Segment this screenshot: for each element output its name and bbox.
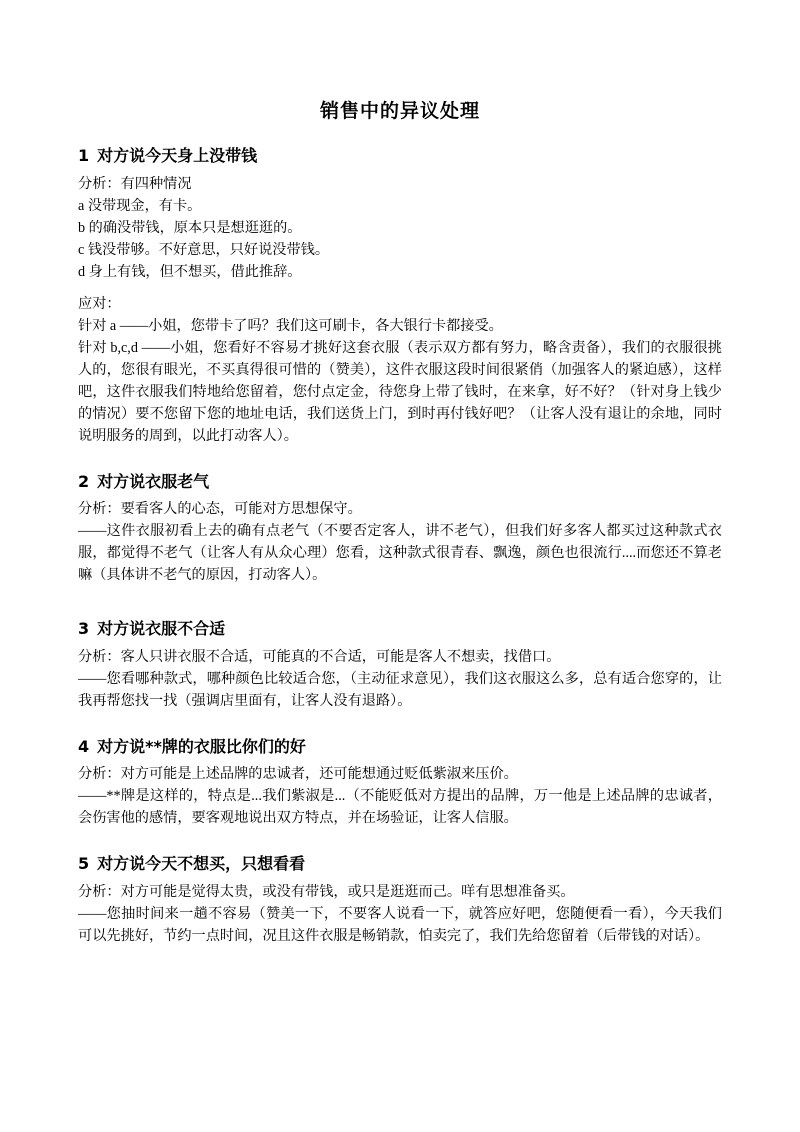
section-1-para-4: c 钱没带够。不好意思，只好说没带钱。 [78, 241, 330, 258]
gap-after-section-1 [78, 453, 722, 471]
section-3-title: 对方说衣服不合适 [97, 619, 226, 639]
section-4 [78, 736, 722, 830]
section-2-para-1: 分析：要看客人的心态，可能对方思想保守。 [78, 501, 362, 518]
section-1 [78, 145, 722, 447]
section-4-para-2: ——**牌是这样的，特点是...我们紫淑是...（不能贬低对方提出的品牌，万一他是上述品牌的忠诚者，会伤害他的感情，要客观地说出双方特点，并在场验证，让客人信服。 [78, 788, 722, 827]
section-1-gap [78, 283, 722, 293]
section-4-para-1: 分析：对方可能是上述品牌的忠诚者，还可能想通过贬低紫淑来压价。 [78, 766, 518, 783]
section-3-para-1: 分析：客人只讲衣服不合适，可能真的不合适，可能是客人不想卖，找借口。 [78, 648, 561, 665]
gap-after-section-3 [78, 718, 722, 736]
section-5-title: 对方说今天不想买，只想看看 [97, 854, 306, 874]
section-2-number: 2 [78, 471, 90, 491]
page-title: 销售中的异议处理 [319, 100, 480, 122]
section-3-number: 3 [78, 619, 90, 639]
section-4-heading [78, 736, 722, 758]
gap-after-section-4 [78, 835, 722, 853]
section-2 [78, 471, 722, 587]
section-4-number: 4 [78, 736, 90, 756]
section-1-heading [78, 145, 722, 167]
section-2-title: 对方说衣服老气 [97, 471, 210, 491]
gap-after-section-2 [78, 592, 722, 618]
section-5 [78, 853, 722, 947]
section-1-para-1: 分析：有四种情况 [78, 175, 192, 192]
section-1-title: 对方说今天身上没带钱 [97, 146, 258, 165]
section-1-para-2: a 没带现金，有卡。 [78, 197, 202, 214]
section-1-number: 1 [78, 146, 90, 165]
section-1-para-3: b 的确没带钱，原本只是想逛逛的。 [78, 219, 302, 236]
section-3-para-2: ——您看哪种款式，哪种颜色比较适合您，（主动征求意见），我们这衣服这么多，总有适合您穿的，让我再帮您找一找（强调店里面有，让客人没有退路）。 [78, 670, 722, 709]
section-1-para-5: d 身上有钱，但不想买，借此推辞。 [78, 263, 302, 280]
section-5-para-1: 分析：对方可能是觉得太贵，或没有带钱，或只是逛逛而己。咩有思想准备买。 [78, 883, 575, 900]
section-5-para-2: ——您抽时间来一趟不容易（赞美一下，不要客人说看一下，就答应好吧，您随便看一看），今天我们可以先挑好，节约一点时间，况且这件衣服是畅销款，怕卖完了，我们先给您留着（后带钱的对话）。 [78, 905, 722, 944]
section-2-heading [78, 471, 722, 493]
section-3 [78, 618, 722, 712]
section-1-para-7: 针对 a ——小姐，您带卡了吗？我们这可刷卡，各大银行卡都接受。 [78, 317, 503, 334]
section-5-number: 5 [78, 854, 90, 874]
section-2-para-2: ——这件衣服初看上去的确有点老气（不要否定客人，讲不老气），但我们好多客人都买过这种款式衣服，都觉得不老气（让客人有从众心理）您看，这种款式很青春、飘逸，颜色也很流行....而您还不算老嘛（具体讲不老气的原因，打动客人）。 [78, 523, 722, 584]
section-5-heading [78, 853, 722, 875]
section-3-heading [78, 618, 722, 640]
section-1-para-8: 针对 b,c,d ——小姐，您看好不容易才挑好这套衣服（表示双方都有努力，略含责备），我们的衣服很挑人的，您很有眼光，不买真得很可惜的（赞美），这件衣服这段时间很紧俏（加强客人的紧迫感），这样吧，这件衣服我们特地给您留着，您付点定金，待您身上带了钱时，在来拿，好不好？（针对身上钱少的情况）要不您留下您的地址电话，我们送货上门，到时再付钱好吧？（让客人没有退让的余地，同时说明服务的周到，以此打动客人）。 [78, 339, 722, 444]
section-1-para-6: 应对： [78, 295, 121, 312]
section-4-title: 对方说**牌的衣服比你们的好 [97, 736, 306, 756]
